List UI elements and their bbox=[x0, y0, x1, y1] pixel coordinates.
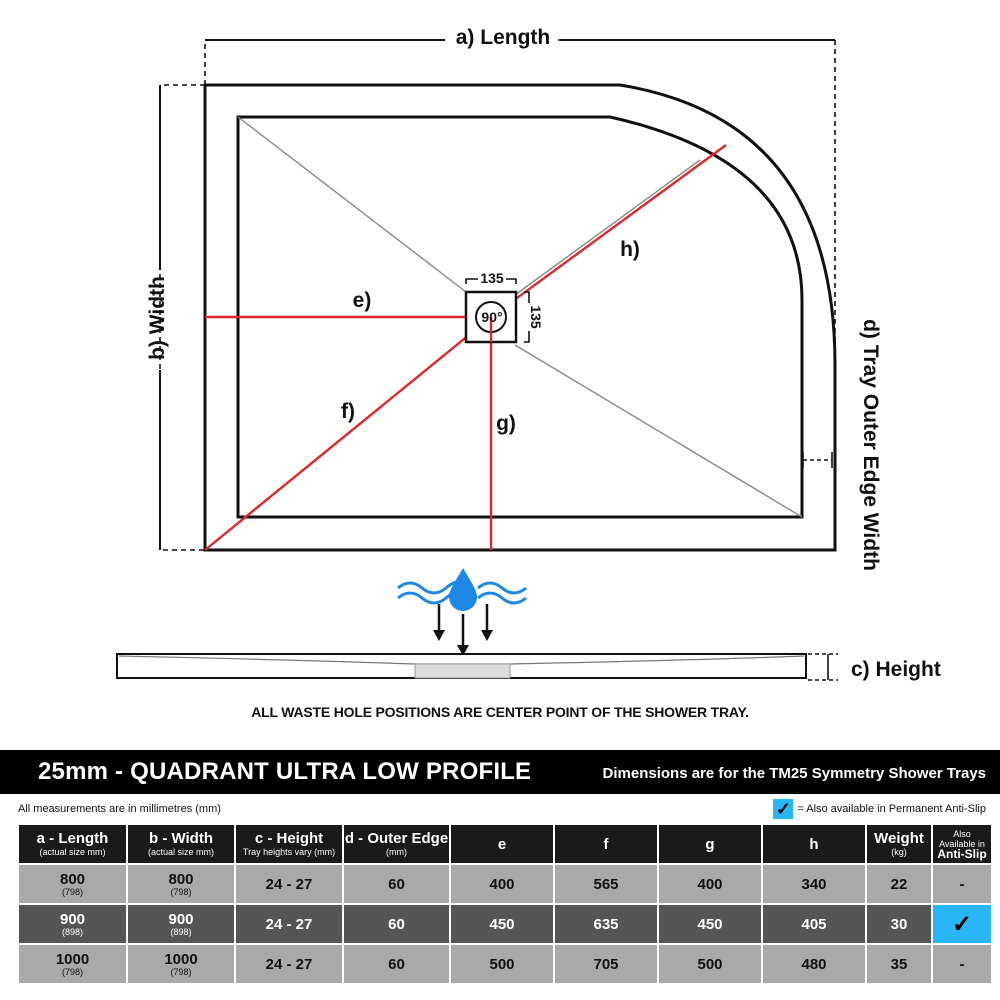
outer-edge-mark bbox=[803, 452, 832, 468]
cell-outer-edge: 60 bbox=[343, 904, 450, 944]
cell-e: 400 bbox=[450, 864, 554, 904]
cell-e: 500 bbox=[450, 944, 554, 984]
table-header-row bbox=[18, 824, 992, 864]
header-weight: Weight (kg) bbox=[866, 824, 932, 864]
cell-e: 450 bbox=[450, 904, 554, 944]
header-anti-slip: Also Available in Anti-Slip bbox=[932, 824, 992, 864]
waste-position-note: ALL WASTE HOLE POSITIONS ARE CENTER POINT OF THE SHOWER TRAY. bbox=[251, 704, 749, 720]
cell-f: 635 bbox=[554, 904, 658, 944]
waste-outlet bbox=[466, 292, 516, 342]
cell-width: 900 (898) bbox=[127, 904, 235, 944]
cell-width: 800 (798) bbox=[127, 864, 235, 904]
tick-icon: ✓ bbox=[773, 799, 793, 819]
label-g: g) bbox=[496, 412, 516, 435]
banner-subtitle: Dimensions are for the TM25 Symmetry Shower Trays bbox=[602, 765, 986, 782]
cell-length: 800 (798) bbox=[18, 864, 127, 904]
cell-weight: 22 bbox=[866, 864, 932, 904]
cell-length: 1000 (798) bbox=[18, 944, 127, 984]
header-e: e bbox=[450, 824, 554, 864]
measure-f-line bbox=[205, 317, 491, 550]
wave-icon bbox=[478, 583, 526, 593]
length-label: a) Length bbox=[455, 26, 551, 49]
label-h: h) bbox=[620, 238, 640, 261]
header-f: f bbox=[554, 824, 658, 864]
water-drop-icon bbox=[449, 568, 477, 611]
wave-icon bbox=[478, 593, 526, 603]
label-f: f) bbox=[341, 400, 355, 423]
cell-weight: 35 bbox=[866, 944, 932, 984]
label-e: e) bbox=[352, 289, 372, 312]
water-drain-icon bbox=[398, 568, 526, 656]
cell-outer-edge: 60 bbox=[343, 944, 450, 984]
cell-length: 900 (898) bbox=[18, 904, 127, 944]
header-height: c - Height Tray heights vary (mm) bbox=[235, 824, 343, 864]
cell-weight: 30 bbox=[866, 904, 932, 944]
waste-centre-label: 90° bbox=[481, 309, 503, 325]
outer-edge-label: d) Tray Outer Edge Width bbox=[859, 319, 882, 571]
waste-width-label: 135 bbox=[480, 270, 504, 286]
header-outer-edge: d - Outer Edge (mm) bbox=[343, 824, 450, 864]
height-dimension bbox=[808, 654, 838, 680]
banner-title: 25mm - QUADRANT ULTRA LOW PROFILE bbox=[38, 758, 532, 785]
cell-height: 24 - 27 bbox=[235, 864, 343, 904]
anti-slip-note bbox=[773, 799, 986, 819]
header-length: a - Length (actual size mm) bbox=[18, 824, 127, 864]
cell-g: 400 bbox=[658, 864, 762, 904]
header-width: b - Width (actual size mm) bbox=[127, 824, 235, 864]
header-h: h bbox=[762, 824, 866, 864]
cell-h: 340 bbox=[762, 864, 866, 904]
height-label: c) Height bbox=[851, 658, 941, 681]
table-row bbox=[18, 904, 992, 944]
cell-anti-slip: - bbox=[932, 864, 992, 904]
cell-height: 24 - 27 bbox=[235, 904, 343, 944]
header-g: g bbox=[658, 824, 762, 864]
tray-side-waste bbox=[415, 664, 510, 678]
cell-g: 450 bbox=[658, 904, 762, 944]
cell-anti-slip: - bbox=[932, 944, 992, 984]
cell-height: 24 - 27 bbox=[235, 944, 343, 984]
cell-outer-edge: 60 bbox=[343, 864, 450, 904]
cell-f: 705 bbox=[554, 944, 658, 984]
cell-h: 480 bbox=[762, 944, 866, 984]
specs-table bbox=[17, 823, 993, 985]
cell-f: 565 bbox=[554, 864, 658, 904]
unit-note: All measurements are in millimetres (mm) bbox=[18, 803, 221, 815]
table-row bbox=[18, 864, 992, 904]
cell-width: 1000 (798) bbox=[127, 944, 235, 984]
title-banner bbox=[0, 750, 1000, 794]
width-label: b) Width bbox=[146, 276, 169, 360]
cell-g: 500 bbox=[658, 944, 762, 984]
cell-h: 405 bbox=[762, 904, 866, 944]
down-arrow-icon bbox=[433, 604, 493, 656]
anti-slip-note-text: = Also available in Permanent Anti-Slip bbox=[797, 803, 986, 815]
table-row bbox=[18, 944, 992, 984]
waste-height-label: 135 bbox=[528, 305, 544, 329]
measure-lines bbox=[205, 145, 726, 550]
cell-anti-slip: ✓ bbox=[932, 904, 992, 944]
